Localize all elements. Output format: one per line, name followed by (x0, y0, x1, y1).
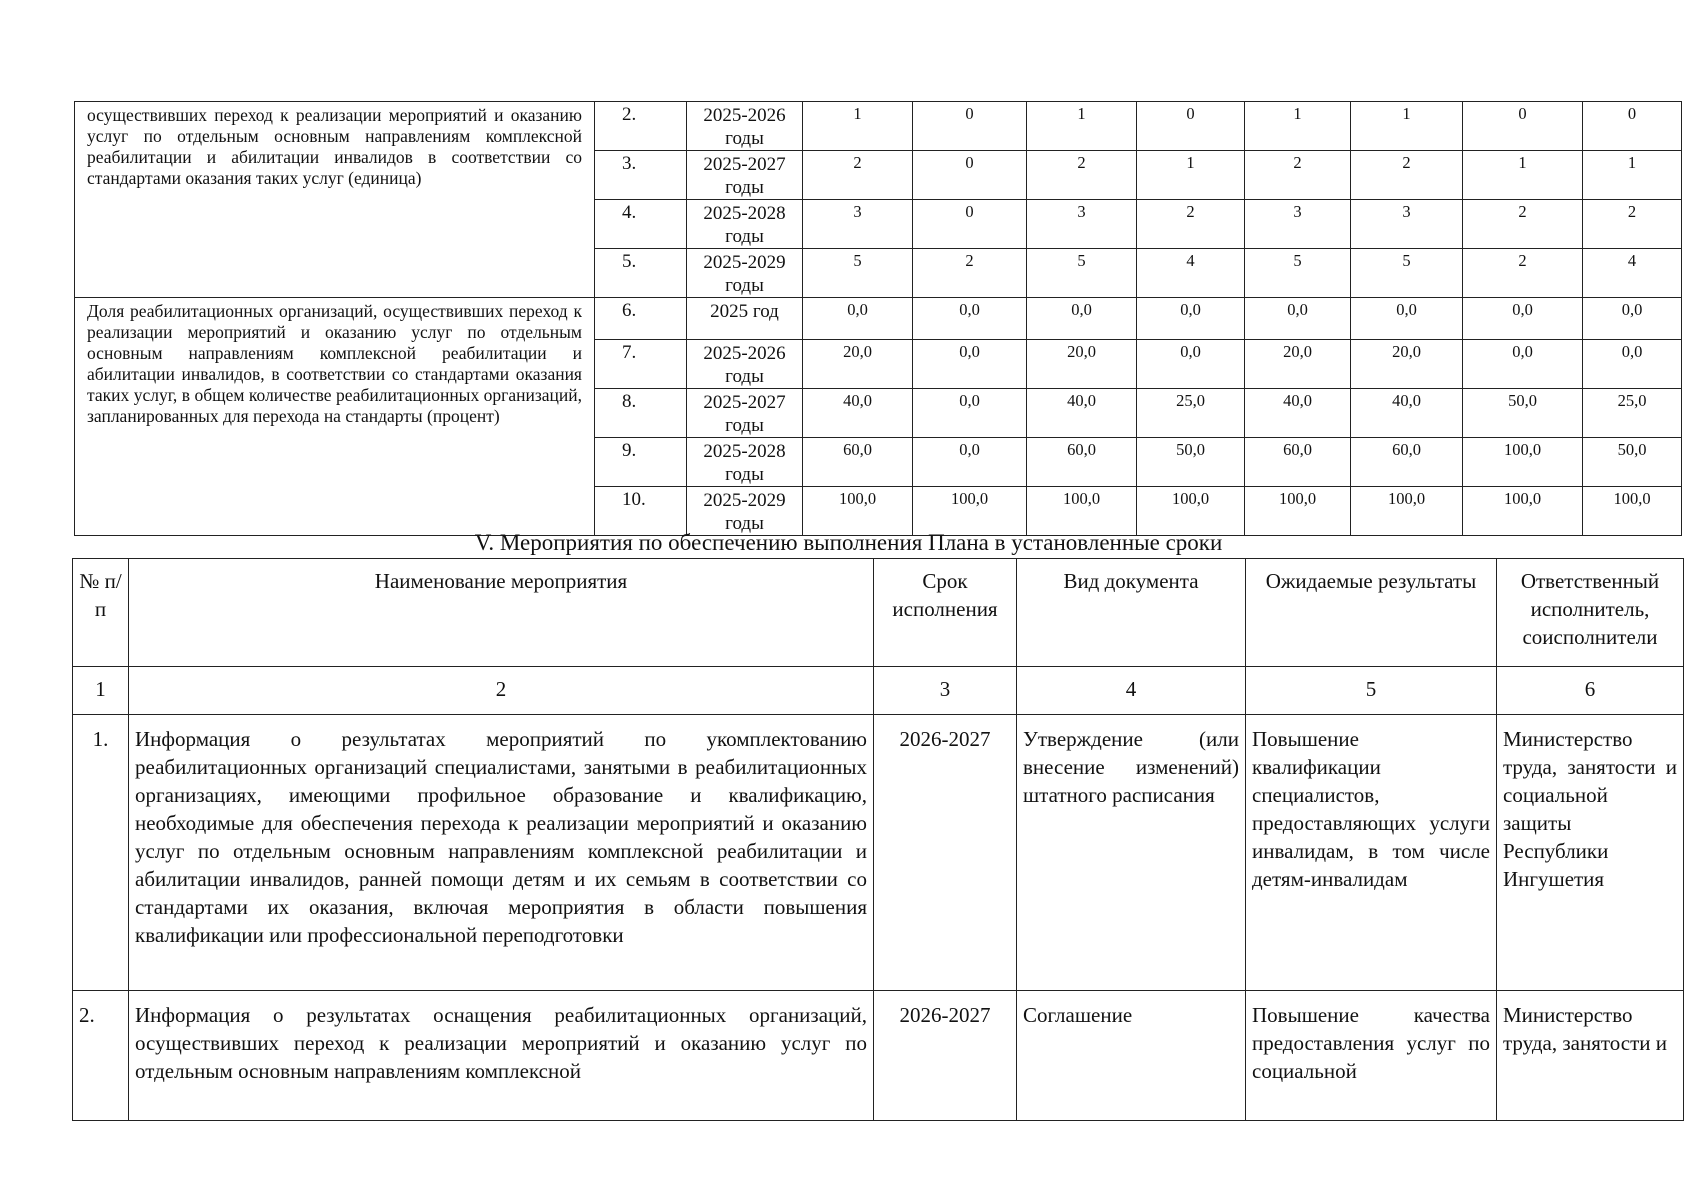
value-cell: 1 (1027, 102, 1137, 151)
table-row (75, 298, 1682, 340)
value-cell: 0,0 (913, 389, 1027, 438)
period: 2025-2027 годы (687, 151, 803, 200)
value-cell: 0 (913, 151, 1027, 200)
value-cell: 100,0 (1463, 438, 1583, 487)
value-cell: 1 (1245, 102, 1351, 151)
value-cell: 0 (1137, 102, 1245, 151)
value-cell: 5 (1351, 249, 1463, 298)
header-name: Наименование мероприятия (129, 559, 874, 667)
table-row (73, 991, 1684, 1121)
value-cell: 2 (1027, 151, 1137, 200)
value-cell: 40,0 (803, 389, 913, 438)
value-cell: 2 (1583, 200, 1682, 249)
value-cell: 1 (803, 102, 913, 151)
value-cell: 0,0 (1137, 340, 1245, 389)
header-doc: Вид документа (1017, 559, 1246, 667)
value-cell: 1 (1583, 151, 1682, 200)
value-cell: 0,0 (1583, 298, 1682, 340)
value-cell: 20,0 (1245, 340, 1351, 389)
column-number: 3 (874, 667, 1017, 715)
row-number: 2. (73, 991, 129, 1121)
measure-term: 2026-2027 (874, 991, 1017, 1121)
value-cell: 3 (1245, 200, 1351, 249)
period: 2025-2029 годы (687, 487, 803, 536)
value-cell: 100,0 (1351, 487, 1463, 536)
value-cell: 1 (1137, 151, 1245, 200)
value-cell: 40,0 (1245, 389, 1351, 438)
value-cell: 0,0 (913, 298, 1027, 340)
value-cell: 60,0 (1351, 438, 1463, 487)
row-number: 10. (595, 487, 687, 536)
value-cell: 3 (1027, 200, 1137, 249)
period: 2025-2028 годы (687, 200, 803, 249)
value-cell: 5 (1027, 249, 1137, 298)
header-row (73, 559, 1684, 667)
value-cell: 2 (913, 249, 1027, 298)
value-cell: 0 (913, 102, 1027, 151)
value-cell: 20,0 (1027, 340, 1137, 389)
value-cell: 50,0 (1463, 389, 1583, 438)
period: 2025-2029 годы (687, 249, 803, 298)
table-row (73, 715, 1684, 991)
value-cell: 4 (1583, 249, 1682, 298)
column-number-row (73, 667, 1684, 715)
value-cell: 20,0 (1351, 340, 1463, 389)
column-number: 5 (1246, 667, 1497, 715)
column-number: 6 (1497, 667, 1684, 715)
value-cell: 60,0 (1027, 438, 1137, 487)
value-cell: 0,0 (1245, 298, 1351, 340)
period: 2025-2028 годы (687, 438, 803, 487)
measure-term: 2026-2027 (874, 715, 1017, 991)
row-number: 1. (73, 715, 129, 991)
value-cell: 4 (1137, 249, 1245, 298)
row-number: 7. (595, 340, 687, 389)
measure-executor: Министерство труда, занятости и социальной защиты Республики Ингушетия (1497, 715, 1684, 991)
indicator-description: Доля реабилитационных организаций, осуществивших переход к реализации мероприятий и оказанию услуг по отдельным основным направлениям комплексной реабилитации и абилитации инвалидов, в соответствии со стандартами оказания таких услуг, в общем количестве реабилитационных организаций, запланированных для перехода на стандарты (процент) (75, 298, 595, 536)
value-cell: 1 (1351, 102, 1463, 151)
value-cell: 0,0 (913, 438, 1027, 487)
value-cell: 50,0 (1137, 438, 1245, 487)
value-cell: 100,0 (1027, 487, 1137, 536)
value-cell: 25,0 (1137, 389, 1245, 438)
measure-name: Информация о результатах мероприятий по укомплектованию реабилитационных организаций специалистами, занятыми в реабилитационных организациях, имеющими профильное образование и квалификацию, необходимые для обеспечения перехода к реализации мероприятий и оказанию услуг по отдельным основным направлениям комплексной реабилитации и абилитации инвалидов, ранней помощи детям и их семьям в соответствии со стандартами их оказания, включая мероприятия в области повышения квалификации или профессиональной переподготовки (129, 715, 874, 991)
value-cell: 2 (1463, 249, 1583, 298)
value-cell: 0,0 (1137, 298, 1245, 340)
value-cell: 0,0 (1027, 298, 1137, 340)
value-cell: 20,0 (803, 340, 913, 389)
value-cell: 2 (1137, 200, 1245, 249)
header-executor: Ответственный исполнитель, соисполнители (1497, 559, 1684, 667)
value-cell: 0 (1463, 102, 1583, 151)
value-cell: 5 (1245, 249, 1351, 298)
period: 2025-2027 годы (687, 389, 803, 438)
value-cell: 2 (1245, 151, 1351, 200)
column-number: 1 (73, 667, 129, 715)
column-number: 2 (129, 667, 874, 715)
value-cell: 0,0 (1463, 298, 1583, 340)
header-results: Ожидаемые результаты (1246, 559, 1497, 667)
value-cell: 0 (913, 200, 1027, 249)
header-term: Срок исполнения (874, 559, 1017, 667)
value-cell: 5 (803, 249, 913, 298)
value-cell: 3 (1351, 200, 1463, 249)
value-cell: 40,0 (1351, 389, 1463, 438)
indicators-table (74, 101, 1682, 536)
period: 2025 год (687, 298, 803, 340)
table-row (75, 102, 1682, 151)
value-cell: 0,0 (1351, 298, 1463, 340)
value-cell: 40,0 (1027, 389, 1137, 438)
row-number: 8. (595, 389, 687, 438)
row-number: 2. (595, 102, 687, 151)
column-number: 4 (1017, 667, 1246, 715)
measure-doc: Соглашение (1017, 991, 1246, 1121)
value-cell: 100,0 (1245, 487, 1351, 536)
value-cell: 60,0 (803, 438, 913, 487)
period: 2025-2026 годы (687, 102, 803, 151)
measure-results: Повышение качества предоставления услуг по социальной (1246, 991, 1497, 1121)
row-number: 3. (595, 151, 687, 200)
measures-table (72, 558, 1684, 1121)
value-cell: 100,0 (1583, 487, 1682, 536)
value-cell: 2 (1463, 200, 1583, 249)
value-cell: 100,0 (1463, 487, 1583, 536)
value-cell: 25,0 (1583, 389, 1682, 438)
section-title: V. Мероприятия по обеспечению выполнения Плана в установленные сроки (474, 530, 1223, 555)
period: 2025-2026 годы (687, 340, 803, 389)
header-num: № п/п (73, 559, 129, 667)
measure-results: Повышение квалификации специалистов, предоставляющих услуги инвалидам, в том числе детям-инвалидам (1246, 715, 1497, 991)
row-number: 4. (595, 200, 687, 249)
value-cell: 0,0 (1583, 340, 1682, 389)
value-cell: 3 (803, 200, 913, 249)
value-cell: 100,0 (913, 487, 1027, 536)
row-number: 6. (595, 298, 687, 340)
measure-executor: Министерство труда, занятости и (1497, 991, 1684, 1121)
measure-doc: Утверждение (или внесение изменений) штатного расписания (1017, 715, 1246, 991)
value-cell: 100,0 (803, 487, 913, 536)
measure-name: Информация о результатах оснащения реабилитационных организаций, осуществивших переход к реализации мероприятий и оказанию услуг по отдельным основным направлениям комплексной (129, 991, 874, 1121)
indicator-description: осуществивших переход к реализации мероприятий и оказанию услуг по отдельным основным направлениям комплексной реабилитации и абилитации инвалидов в соответствии со стандартами оказания таких услуг (единица) (75, 102, 595, 298)
value-cell: 60,0 (1245, 438, 1351, 487)
value-cell: 0 (1583, 102, 1682, 151)
value-cell: 0,0 (1463, 340, 1583, 389)
row-number: 5. (595, 249, 687, 298)
value-cell: 2 (803, 151, 913, 200)
value-cell: 0,0 (803, 298, 913, 340)
value-cell: 0,0 (913, 340, 1027, 389)
value-cell: 1 (1463, 151, 1583, 200)
row-number: 9. (595, 438, 687, 487)
value-cell: 50,0 (1583, 438, 1682, 487)
value-cell: 100,0 (1137, 487, 1245, 536)
value-cell: 2 (1351, 151, 1463, 200)
